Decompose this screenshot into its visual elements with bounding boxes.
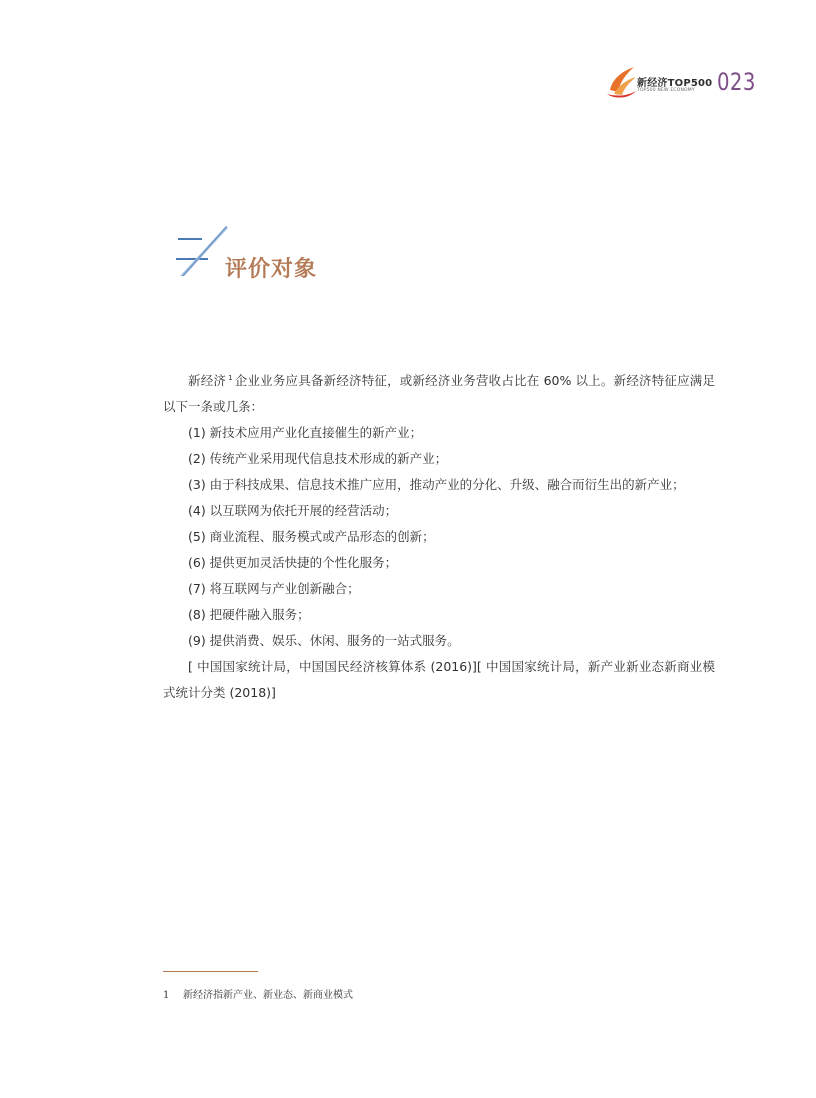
footnote-divider — [163, 971, 258, 972]
criteria-item: (9) 提供消费、娱乐、休闲、服务的一站式服务。 — [188, 633, 460, 648]
criteria-item: (2) 传统产业采用现代信息技术形成的新产业； — [188, 451, 448, 466]
page-number: 023 — [717, 68, 756, 96]
brand-title: 新经济TOP500 — [637, 78, 713, 89]
footnote-text: 新经济指新产业、新业态、新商业模式 — [183, 990, 353, 1001]
intro-paragraph — [163, 365, 715, 420]
footnote-number: 1 — [163, 990, 170, 1001]
intro-text-start: 新经济 — [188, 373, 227, 388]
criteria-item: (3) 由于科技成果、信息技术推广应用，推动产业的分化、升级、融合而衍生出的新产业； — [188, 477, 685, 492]
reference-paragraph: [ 中国国家统计局，中国国民经济核算体系 (2016)][ 中国国家统计局，新产业新业态新商业模式统计分类 (2018)] — [163, 659, 715, 700]
criteria-item: (1) 新技术应用产业化直接催生的新产业； — [188, 425, 423, 440]
body-text — [163, 365, 715, 706]
criteria-item: (4) 以互联网为依托开展的经营活动； — [188, 503, 398, 518]
section-title: 评价对象 — [225, 257, 318, 282]
brand-subtitle: TOP500 NEW ECONOMY — [637, 88, 695, 93]
criteria-item: (5) 商业流程、服务模式或产品形态的创新； — [188, 529, 435, 544]
criteria-item: (8) 把硬件融入服务； — [188, 607, 310, 622]
footnote-reference: 1 — [228, 374, 233, 382]
criteria-item: (6) 提供更加灵活快捷的个性化服务； — [188, 555, 398, 570]
intro-text-rest: 企业业务应具备新经济特征，或新经济业务营收占比在 60% 以上。新经济特征应满足以下一条或几条： — [163, 373, 715, 414]
criteria-item: (7) 将互联网与产业创新融合； — [188, 581, 360, 596]
footnote — [163, 986, 353, 1001]
section-number-mark-icon — [172, 222, 232, 280]
